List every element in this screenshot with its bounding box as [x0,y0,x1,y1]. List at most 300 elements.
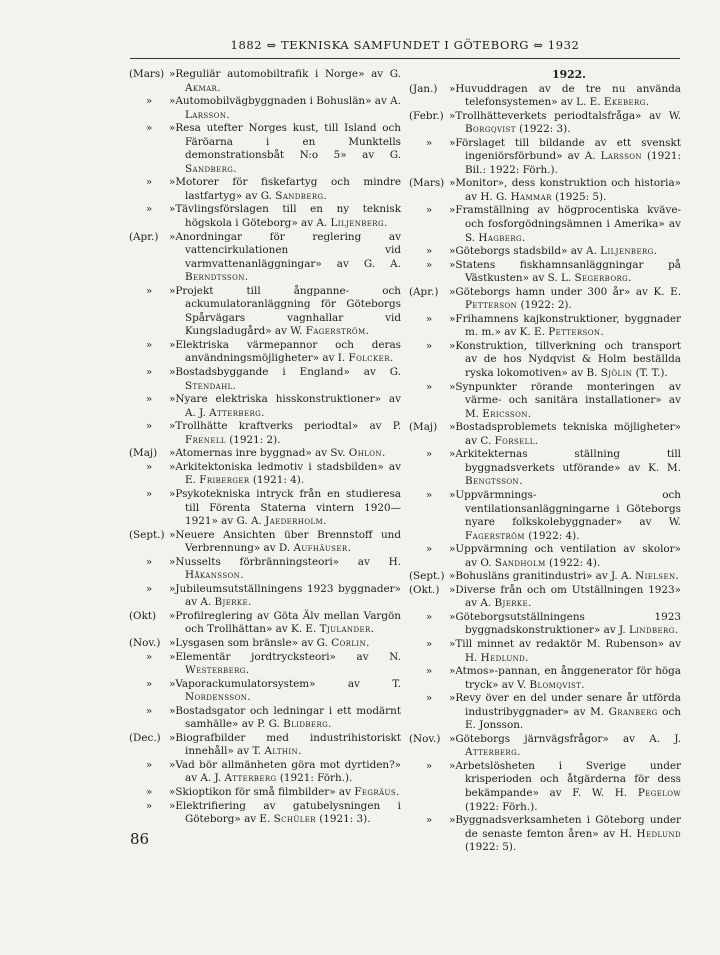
list-item [409,638,681,665]
entry-month: » [145,487,153,500]
list-item [129,732,401,759]
entry-author: Fagerström [465,529,525,542]
entry-author: Atterberg [209,406,262,419]
entry-author: Borgqvist [465,123,516,136]
entry-text [169,705,401,732]
entry-suffix: . [396,785,400,798]
entry-text [449,584,681,611]
entry-suffix: . [517,746,521,759]
entry-suffix: . [370,623,374,636]
entry-text [169,488,401,529]
entry-author: Petterson [548,326,601,339]
entry-author: Segerborg [574,272,629,285]
entry-author: Sandholm [494,556,546,569]
list-item [129,461,401,488]
entry-text [169,68,401,95]
entry-author: Sandberg [275,189,324,202]
entry-suffix: . [245,664,250,677]
entry-suffix: . [366,636,370,649]
entry-title: »Göteborgs järnvägsfrågor» av A. J. [449,732,681,745]
entry-title: »Skioptikon för små filmbilder» av [169,785,355,798]
entry-title: »Bostadsproblemets tekniska möjligheter» av C. [449,421,681,447]
entry-month: » [425,339,433,352]
entry-author: Larsson [185,108,227,121]
entry-month: » [145,420,153,433]
entry-title: »Bohusläns granitindustri» av J. A. [449,570,636,583]
list-item [129,176,401,203]
entry-author: Larsson [600,150,642,163]
entry-title: »Trollhätteverkets periodtalsfråga» av W. [449,109,681,122]
entry-text [169,786,401,800]
entry-month: (Okt.) [409,583,440,596]
entry-author: Nielsen [635,570,676,583]
entry-text [169,759,401,786]
entry-suffix: . [323,189,327,202]
entry-month: (Mars) [409,177,445,190]
list-item [129,488,401,529]
entry-author: Atterberg [465,746,518,759]
entry-title: »Trollhätte kraftverks periodtal» av P. [169,420,401,433]
entry-month: (Sept.) [129,528,165,541]
entry-suffix: . [628,272,632,285]
entry-title: »Nusselts förbränningsteori» av H. [169,555,401,568]
entry-suffix: (1922: 4). [524,529,580,542]
entry-suffix: . [381,447,386,460]
entry-title: »Resa utefter Norges kust, till Island och Färöarna i en Munktells demonstrationsbåt N:o 5» av G. [169,122,401,162]
list-item [129,366,401,393]
entry-author: Hammar [510,190,552,203]
entry-author: Forsell [494,434,535,447]
entry-suffix: (1922: 4). [545,556,601,569]
entry-text [449,638,681,665]
entry-month: » [145,122,153,135]
entry-month: » [425,258,433,271]
list-item [409,611,681,638]
entry-title: »Elementär jordtrycksteori» av N. [169,650,401,663]
entry-author: Althin [264,745,299,758]
list-item [409,83,681,110]
list-item [409,286,681,313]
entry-suffix: . [521,231,526,244]
list-item [129,68,401,95]
entry-author: Berndtsson [185,271,245,284]
entry-title: »Byggnadsverksamheten i Göteborg under de senaste femton åren» av H. [449,814,681,840]
entry-title: »Psykotekniska intryck från en studieresa till Förenta Staterna vintern 1920—1921» av G. A. [169,487,401,528]
entry-month: » [425,814,433,827]
entry-text [169,529,401,556]
entry-title: »Atmos»-pannan, en ånggenerator för höga tryck» av V. [449,665,681,691]
list-item [129,95,401,122]
list-item [409,489,681,543]
list-item [409,381,681,422]
entry-text [449,340,681,381]
entry-suffix: . [248,596,252,609]
entry-text [449,286,681,313]
entry-author: Blidberg [283,718,329,731]
entry-text [169,231,401,285]
list-item [409,340,681,381]
entry-month: (Mars) [129,68,165,80]
entry-month: (Sept.) [409,570,445,583]
entry-suffix: (1922: Förh.). [465,800,538,813]
entry-title: »Synpunkter rörande monteringen av värme- och sanitära installationer» av M. [449,380,681,420]
entry-text [449,489,681,543]
entry-text [169,583,401,610]
entry-month: » [425,692,433,705]
entry-text [169,285,401,339]
entry-title: »Arkitektoniska ledmotiv i stadsbilden» av E. [169,460,401,487]
entry-month: » [145,366,153,379]
entry-text [449,665,681,692]
entry-month: » [145,95,153,108]
entry-suffix: (1925: 5). [551,190,607,203]
entry-text [169,732,401,759]
list-item [409,570,681,584]
entry-month: » [145,460,153,473]
entry-text [169,610,401,637]
entry-text [449,421,681,448]
entry-title: »Automobilvägbyggnaden i Bohuslän» av A. [169,95,401,108]
list-item [409,665,681,692]
entry-suffix: . [581,678,585,691]
entry-author: Bengtsson [465,475,520,488]
entry-title: »Neuere Ansichten über Brennstoff und Verbrennung» av D. [169,528,401,555]
entry-text [449,110,681,137]
list-item [129,285,401,339]
list-item [409,733,681,760]
list-item [129,651,401,678]
entry-suffix: . [240,569,244,582]
list-item [409,137,681,178]
entry-month: (Maj) [129,447,158,460]
entry-author: Akmar [185,81,218,94]
entry-author: Sandberg [185,162,234,175]
entry-author: Fegräus [354,785,397,798]
entry-author: Ericsson [482,407,528,420]
list-item [409,313,681,340]
list-item [129,610,401,637]
entry-suffix: . [244,271,249,284]
entry-author: Pegelow [637,786,681,799]
entry-title: »Monitor», dess konstruktion och historia» av H. G. [449,177,681,203]
entry-text [169,393,401,420]
entry-title: »Bostadsbyggande i England» av G. [169,366,401,379]
list-item [409,177,681,204]
entry-text [449,733,681,760]
entry-title: »Uppvärmnings- och ventilationsanläggningarne i Göteborgs nyare folkskolebyggnader» av W. [449,488,681,529]
entry-month: (Maj) [409,421,438,434]
entry-title: »Atomernas inre byggnad» av Sv. [169,447,349,460]
entry-text [449,137,681,178]
page-number: 86 [130,830,150,848]
list-item [129,420,401,447]
entry-month: » [145,677,153,690]
entry-text [169,366,401,393]
list-item [129,231,401,285]
entry-text [169,637,401,651]
list-item [409,543,681,570]
entry-month: » [145,582,153,595]
entry-title: »Projekt till ångpanne- och ackumulatoranläggning för Göteborgs Spårvägars vagnhallar vid Kungsladugård» av W. [169,284,401,338]
list-item [129,705,401,732]
entry-suffix: . [389,352,394,365]
entry-author: Hagberg [478,231,522,244]
entry-suffix: (1921: 2). [225,433,281,446]
entry-title: »Motorer för fiskefartyg och mindre lastfartyg» av G. [169,176,401,202]
entry-title: »Huvuddragen av de tre nu använda telefonsystemen» av L. E. [449,82,681,109]
entry-title: »Till minnet av redaktör M. Rubenson» av H. [449,637,681,664]
entry-title: »Arbetslösheten i Sverige under krisperioden och åtgärderna för dess bekämpande» av F. W. H. [449,759,681,799]
entry-author: Schüler [273,813,316,826]
entry-month: » [425,245,433,258]
entry-month: (Febr.) [409,109,444,122]
list-item [409,448,681,489]
entry-author: Ohlon [348,447,382,460]
entry-text [449,259,681,286]
entry-month: » [425,637,433,650]
entry-text [449,381,681,422]
right-column [409,68,681,855]
entry-title: »Frihamnens kajkonstruktioner, byggnader m. m.» av K. E. [449,312,681,339]
entry-author: Liljenberg [330,217,384,230]
entry-month: » [425,136,433,149]
entry-title: »Nyare elektriska hisskonstruktioner» av A. J. [169,393,401,419]
entry-text [449,177,681,204]
entry-suffix: . [525,651,529,664]
entry-author: Granberg [608,705,658,718]
entry-month: » [145,758,153,771]
entry-month: » [145,650,153,663]
entry-suffix: . [645,96,650,109]
entry-suffix: . [298,745,302,758]
entry-month: » [425,759,433,772]
entry-month: » [145,785,153,798]
entry-month: » [145,704,153,717]
entry-title: »Göteborgsutställningens 1923 byggnadskonstruktioner» av J. [449,610,681,637]
entry-suffix: . [261,406,265,419]
entry-month: (Apr.) [129,230,159,243]
entry-author: Westerberg [185,664,246,677]
left-column [129,68,401,827]
list-item [409,245,681,259]
entry-suffix: (1922: 2). [517,299,572,312]
list-item [129,556,401,583]
entry-suffix: (1922: 3). [515,123,571,136]
entry-title: »Vaporackumulatorsystem» av T. [169,677,401,690]
entry-text [449,543,681,570]
entry-month: » [145,203,153,216]
header-rule [130,58,680,59]
entry-text [449,760,681,814]
entry-suffix: (1921: 3). [315,813,371,826]
entry-title: »Elektrifiering av gatubelysningen i Göteborg» av E. [169,799,401,826]
entry-text [449,570,681,584]
entry-author: Hedlund [480,651,526,664]
list-item [409,204,681,245]
list-item [129,583,401,610]
entry-author: Ekeberg [603,96,646,109]
entry-text [449,83,681,110]
entry-suffix: . [226,108,230,121]
entry-suffix: . [534,434,539,447]
entry-title: »Lysgasen som bränsle» av G. [169,636,332,649]
list-item [409,421,681,448]
entry-suffix: . [323,515,327,528]
entry-text [169,461,401,488]
entry-month: » [425,665,433,678]
entry-text [169,447,401,461]
list-item [409,814,681,855]
entry-suffix: . [217,81,221,94]
entry-month: (Nov.) [129,636,161,649]
entry-month: » [425,312,433,325]
entry-title: »Revy över en del under senare år utförda industribyggnader» av M. [449,692,681,718]
entry-suffix: . [653,245,657,258]
entry-month: » [425,380,433,393]
list-item [409,760,681,814]
entry-author: Stendahl [185,379,233,392]
entry-title: »Konstruktion, tillverkning och transport av de hos Nydqvist & Holm beställda ryska lokomotiven» av B. [449,339,681,380]
entry-title: »Biografbilder med industrihistoriskt innehåll» av T. [169,731,401,758]
entry-title: »Reguliär automobiltrafik i Norge» av G. [169,68,401,80]
entry-title: »Uppvärmning och ventilation av skolor» av O. [449,543,681,569]
entry-suffix: och E. Jonsson. [465,705,681,732]
list-item [129,759,401,786]
entry-suffix: (1921: 4). [249,474,305,487]
entry-title: »Profilreglering av Göta Älv mellan Vargön och Trollhättan» av K. E. [169,609,401,636]
list-item [129,393,401,420]
entry-title: »Statens fiskhamnsanläggningar på Västkusten» av S. L. [449,258,681,285]
page-header: 1882 ⇔ TEKNISKA SAMFUNDET I GÖTEBORG ⇔ 1932 [230,38,580,52]
list-item [409,584,681,611]
entry-suffix: . [519,475,523,488]
list-item [129,529,401,556]
list-item [409,692,681,733]
entry-author: Hedlund [636,827,681,840]
entry-author: Folcker [348,352,390,365]
list-item [129,447,401,461]
entry-month: » [145,799,153,812]
entry-text [169,678,401,705]
entry-text [449,814,681,855]
entry-suffix: . [365,325,369,338]
entry-month: (Jan.) [409,82,438,95]
entry-text [169,203,401,230]
list-item [129,800,401,827]
list-item [129,122,401,176]
entry-title: »Arkitekternas ställning till byggnadsverkets utförande» av K. M. [449,448,681,474]
entry-author: Lindberg [628,624,675,637]
entry-title: »Vad bör allmänheten göra mot dyrtiden?» av A. J. [169,758,401,785]
entry-title: »Göteborgs hamn under 300 år» av K. E. [449,285,681,298]
entry-month: » [145,338,153,351]
entry-suffix: (T. T.). [632,367,668,380]
list-item [129,203,401,230]
entry-suffix: . [528,597,532,610]
entry-title: »Elektriska värmepannor och deras användningsmöjligheter» av I. [169,338,401,365]
entry-author: Tjulander [319,623,371,636]
entry-text [449,245,681,259]
entry-author: Friberger [199,474,250,487]
entry-author: Corlin [331,636,367,649]
entry-text [449,692,681,733]
entry-suffix: . [347,542,351,555]
entry-text [169,420,401,447]
entry-month: (Nov.) [409,732,441,745]
entry-month: » [425,448,433,461]
entry-suffix: (1921: Förh.). [276,772,353,785]
entry-author: Aufhäuser [293,542,348,555]
list-item [129,786,401,800]
entry-month: » [145,176,153,189]
entry-month: » [425,610,433,623]
entry-month: » [145,284,153,297]
entry-author: Bjerke [494,597,529,610]
entry-author: Blomqvist [529,678,582,691]
entry-author: Liljenberg [600,245,654,258]
entry-title: »Bostadsgator och ledningar i ett modärnt samhälle» av P. G. [169,704,401,731]
entry-month: (Okt) [129,609,157,622]
entry-suffix: . [527,407,532,420]
entry-title: »Anordningar för reglering av vattencirkulationen vid varmvattenanläggningar» av G. A. [169,230,401,270]
list-item [129,637,401,651]
entry-suffix: . [232,379,236,392]
entry-text [169,95,401,122]
entry-author: Petterson [465,299,518,312]
entry-suffix: (1922: 5). [465,841,517,854]
entry-title: »Jubileumsutställningens 1923 byggnader» av A. [169,582,401,609]
list-item [129,339,401,366]
entry-text [449,611,681,638]
entry-author: Jaederholm [265,515,324,528]
entry-text [169,800,401,827]
entry-month: » [425,488,433,501]
entry-title: »Göteborgs stadsbild» av A. [449,245,601,258]
entry-text [449,204,681,245]
entry-author: Håkansson [185,569,241,582]
entry-author: Nordensson [185,691,248,704]
entry-author: Fagerström [305,325,366,338]
entry-text [169,556,401,583]
entry-month: (Apr.) [409,285,439,298]
list-item [409,259,681,286]
entry-month: » [425,543,433,556]
entry-title: »Framställning av högprocentiska kväve- och fosforgödningsämnen i Amerika» av S. [449,204,681,244]
entry-suffix: (1921: Bil.: 1922: Förh.). [465,150,681,176]
entry-month: (Dec.) [129,731,161,744]
entry-text [169,339,401,366]
entry-suffix: . [600,326,604,339]
entry-suffix: . [383,217,388,230]
entry-title: »Diverse från och om Utställningen 1923» av A. [449,583,681,610]
entry-author: Atterberg [224,772,277,785]
entry-suffix: . [247,691,251,704]
entry-suffix: . [233,162,237,175]
entry-text [169,176,401,203]
year-heading: 1922. [552,68,586,81]
entry-author: Sjölin [600,367,633,380]
entry-text [169,122,401,176]
entry-title: »Tävlingsförslagen till en ny teknisk högskola i Göteborg» av A. [169,203,401,230]
entry-title: »Förslaget till bildande av ett svenskt ingeniörsförbund» av A. [449,136,681,163]
entry-text [449,448,681,489]
entry-author: Frenell [185,433,226,446]
entry-suffix: . [675,570,679,583]
entry-month: » [145,555,153,568]
entry-text [169,651,401,678]
entry-text [449,313,681,340]
list-item [409,110,681,137]
